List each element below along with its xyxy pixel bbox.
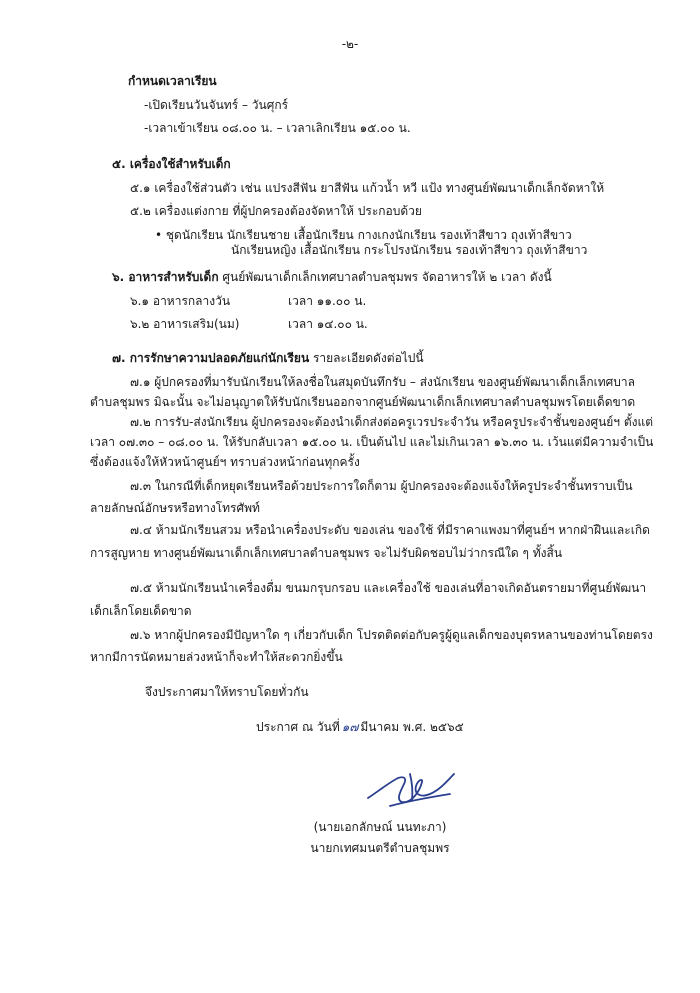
section5-item2: ๕.๒ เครื่องแต่งกาย ที่ผู้ปกครองต้องจัดหาให้ ประกอบด้วย xyxy=(130,204,422,218)
announcement-prefix: ประกาศ ณ วันที่ xyxy=(256,720,340,734)
schedule-hours: -เวลาเข้าเรียน ๐๘.๐๐ น. – เวลาเลิกเรียน ๑๕.๐๐ น. xyxy=(144,121,411,135)
announcement-month-year: มีนาคม พ.ศ. ๒๕๖๕ xyxy=(360,720,464,734)
section7-p3-line2: ลายลักษณ์อักษรหรือทางโทรศัพท์ xyxy=(90,501,260,515)
section7-p5-line1: ๗.๕ ห้ามนักเรียนนำเครื่องดื่ม ขนมกรุบกรอบ และเครื่องใช้ ของเล่นที่อาจเกิดอันตรายมาที่ศูนย์พัฒนา xyxy=(130,581,647,595)
section7-p2-line2: เวลา ๐๗.๓๐ – ๐๘.๐๐ น. ให้รับกลับเวลา ๑๕.๐๐ น. เป็นต้นไป และไม่เกินเวลา ๑๖.๓๐ น. เว้นแต่มีความจำเป็น xyxy=(90,435,654,449)
section7-p3-line1: ๗.๓ ในกรณีที่เด็กหยุดเรียนหรือด้วยประการใดก็ตาม ผู้ปกครองจะต้องแจ้งให้ครูประจำชั้นทราบเป็น xyxy=(130,479,633,493)
signature-vertical xyxy=(410,774,412,800)
section7-heading-rest: รายละเอียดดังต่อไปนี้ xyxy=(309,351,424,365)
section5-item1: ๕.๑ เครื่องใช้ส่วนตัว เช่น แปรงสีฟัน ยาสีฟัน แก้วน้ำ หวี แป้ง ทางศูนย์พัฒนาเด็กเล็กจัดหาให้ xyxy=(130,181,605,195)
announcement-day: ๑๗ xyxy=(341,720,359,734)
signer-title: นายกเทศมนตรีตำบลชุมพร xyxy=(310,841,450,855)
section6-snack-time: เวลา ๑๔.๐๐ น. xyxy=(288,317,368,331)
section7-p5-line2: เด็กเล็กโดยเด็ดขาด xyxy=(90,604,192,618)
section6-heading: ๖. อาหารสำหรับเด็ก xyxy=(112,270,219,284)
section6-lunch-time: เวลา ๑๑.๐๐ น. xyxy=(288,294,367,308)
handwritten-signature xyxy=(360,768,460,814)
section7-heading: ๗. การรักษาความปลอดภัยแก่นักเรียน xyxy=(112,351,310,365)
section6-heading-line xyxy=(112,269,552,285)
signature-strokes xyxy=(368,774,454,806)
page-number: -๒- xyxy=(341,37,359,51)
section7-p6-line1: ๗.๖ หากผู้ปกครองมีปัญหาใด ๆ เกี่ยวกับเด็ก โปรดติดต่อกับครูผู้ดูแลเด็กของบุตรหลานของท่านโดยตรง xyxy=(130,628,653,642)
schedule-heading: กำหนดเวลาเรียน xyxy=(128,74,217,88)
section6-snack-label: ๖.๒ อาหารเสริม(นม) xyxy=(130,317,240,331)
section6-lunch-label: ๖.๑ อาหารกลางวัน xyxy=(130,294,231,308)
section7-p2-line3: ซึ่งต้องแจ้งให้หัวหน้าศูนย์ฯ ทราบล่วงหน้าก่อนทุกครั้ง xyxy=(90,455,360,469)
section7-p4-line2: การสูญหาย ทางศูนย์พัฒนาเด็กเล็กเทศบาลตำบลชุมพร จะไม่รับผิดชอบไม่ว่ากรณีใด ๆ ทั้งสิ้น xyxy=(90,546,563,560)
section7-p6-line2: หากมีการนัดหมายล่วงหน้าก็จะทำให้สะดวกยิ่งขึ้น xyxy=(90,650,343,664)
section5-heading: ๕. เครื่องใช้สำหรับเด็ก xyxy=(112,157,231,171)
section7-p4-line1: ๗.๔ ห้ามนักเรียนสวม หรือนำเครื่องประดับ ของเล่น ของใช้ ที่มีราคาแพงมาที่ศูนย์ฯ หากฝ่าฝืนและเกิด xyxy=(130,523,650,537)
section5-uniform-boys: • ชุดนักเรียน นักเรียนชาย เสื้อนักเรียน กางเกงนักเรียน รองเท้าสีขาว ถุงเท้าสีขาว xyxy=(155,228,572,242)
section7-p1-line2: ตำบลชุมพร มิฉะนั้น จะไม่อนุญาตให้รับนักเรียนออกจากศูนย์พัฒนาเด็กเล็กเทศบาลตำบลชุมพรโดยเด็ดขาด xyxy=(90,395,636,409)
schedule-days: -เปิดเรียนวันจันทร์ – วันศุกร์ xyxy=(144,98,289,112)
closing-statement: จึงประกาศมาให้ทราบโดยทั่วกัน xyxy=(145,685,309,699)
section7-heading-line xyxy=(112,350,424,366)
section7-p2-line1: ๗.๒ การรับ-ส่งนักเรียน ผู้ปกครองจะต้องนำเด็กส่งต่อครูเวรประจำวัน หรือครูประจำชั้นของศูนย์ฯ ตั้งแต่ xyxy=(130,415,654,429)
announcement-date xyxy=(256,719,464,735)
section6-heading-rest: ศูนย์พัฒนาเด็กเล็กเทศบาลตำบลชุมพร จัดอาหารให้ ๒ เวลา ดังนี้ xyxy=(218,270,552,284)
signer-name: (นายเอกลักษณ์ นนทะภา) xyxy=(313,820,447,834)
section5-uniform-girls: นักเรียนหญิง เสื้อนักเรียน กระโปรงนักเรียน รองเท้าสีขาว ถุงเท้าสีขาว xyxy=(231,243,588,257)
section7-p1-line1: ๗.๑ ผู้ปกครองที่มารับนักเรียนให้ลงชื่อในสมุดบันทึกรับ – ส่งนักเรียน ของศูนย์พัฒนาเด็กเล็กเทศบาล xyxy=(130,375,635,389)
